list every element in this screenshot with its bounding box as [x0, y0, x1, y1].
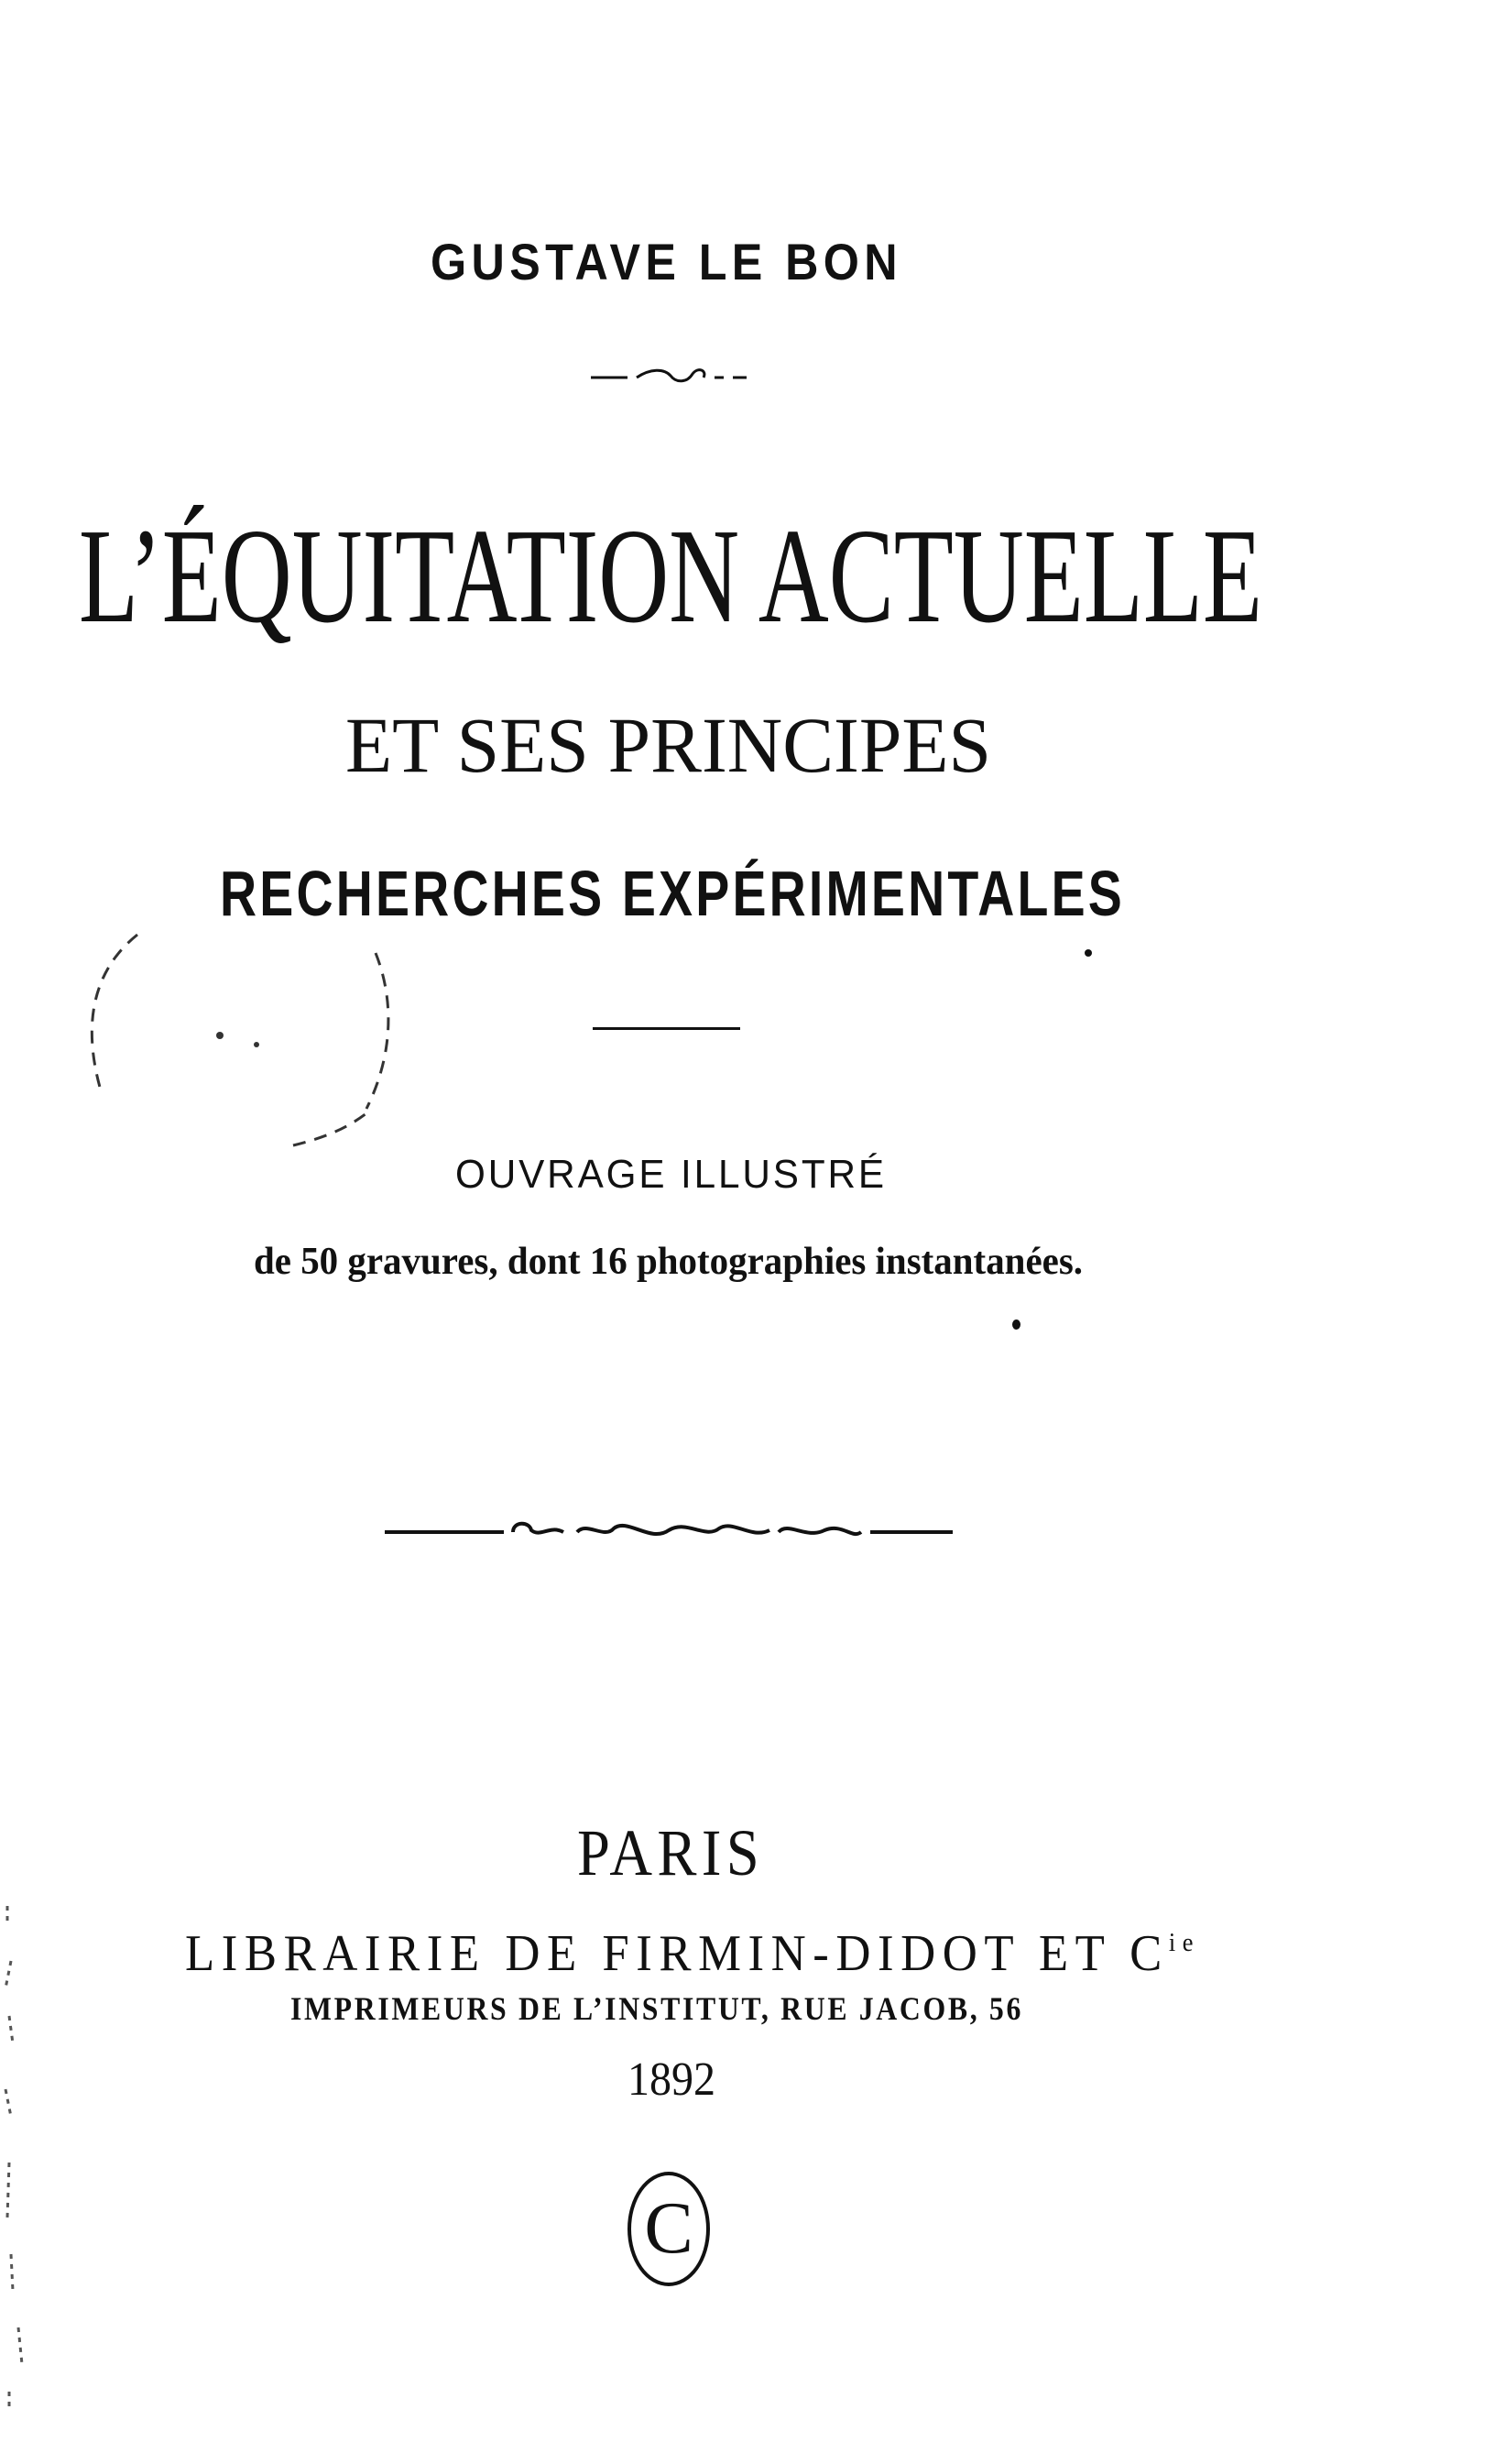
dot: [1012, 1320, 1020, 1330]
publisher-text: LIBRAIRIE DE FIRMIN-DIDOT ET C: [185, 1925, 1169, 1982]
printer-address: IMPRIMEURS DE L’INSTITUT, RUE JACOB, 56: [290, 1990, 1023, 2027]
publisher-suffix: ie: [1168, 1928, 1200, 1957]
author-name: GUSTAVE LE BON: [431, 233, 902, 290]
dot: [1085, 949, 1092, 957]
ornamental-divider: [385, 1512, 953, 1549]
copyright-mark: [628, 2172, 710, 2286]
page-edge-marks: [0, 1906, 27, 2419]
illustration-heading: OUVRAGE ILLUSTRÉ: [455, 1152, 887, 1197]
book-title: L’ÉQUITATION ACTUELLE: [79, 501, 1262, 652]
publication-city: PARIS: [577, 1816, 764, 1889]
illustration-detail: de 50 gravures, dont 16 photographies instantanées.: [254, 1241, 1083, 1283]
book-subtitle: ET SES PRINCIPES: [345, 701, 991, 789]
publisher-name: [185, 1925, 1200, 1982]
small-ornament-divider: [586, 365, 751, 387]
publication-year: 1892: [628, 2053, 715, 2106]
copyright-letter: C: [644, 2188, 693, 2269]
short-rule-divider: [593, 1027, 740, 1030]
book-subtitle-research: RECHERCHES EXPÉRIMENTALES: [220, 858, 1125, 929]
stamp-mark: [73, 916, 403, 1173]
